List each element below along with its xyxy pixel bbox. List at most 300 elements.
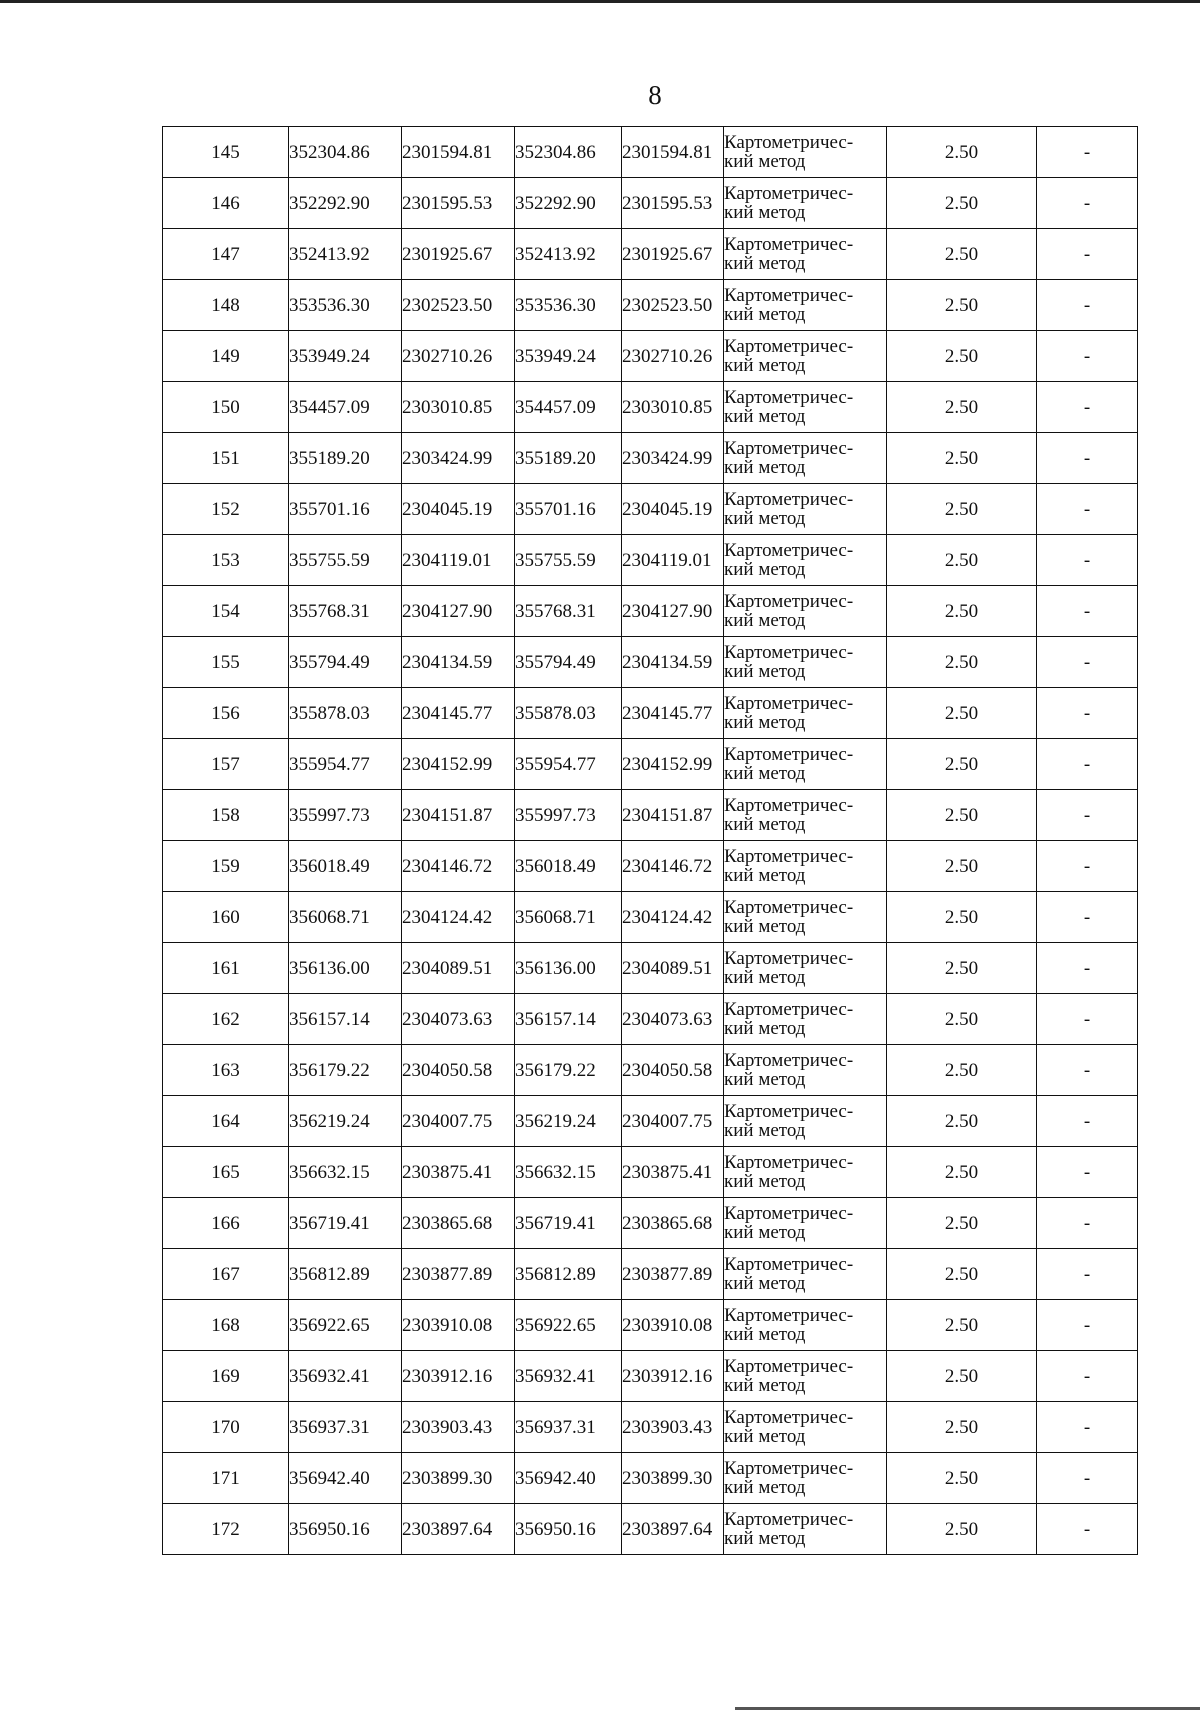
x-coordinate-new-cell: 355755.59: [515, 535, 622, 586]
accuracy-cell: 2.50: [887, 943, 1037, 994]
x-coordinate-new-cell: 356719.41: [515, 1198, 622, 1249]
method-text-line: Картометричес-: [724, 1305, 854, 1326]
method-text-line: Картометричес-: [724, 1203, 854, 1224]
y-coordinate-cell: 2303899.30: [402, 1453, 515, 1504]
note-cell: -: [1037, 127, 1138, 178]
table-body: [163, 127, 1138, 1555]
point-number-cell: 152: [163, 484, 289, 535]
scan-edge-bottom: [735, 1707, 1200, 1710]
x-coordinate-cell: 356950.16: [289, 1504, 402, 1555]
method-text-line: Картометричес-: [724, 438, 854, 459]
table-row: [163, 178, 1138, 229]
note-cell: -: [1037, 892, 1138, 943]
table-row: [163, 1249, 1138, 1300]
note-cell: -: [1037, 1300, 1138, 1351]
note-cell: -: [1037, 1504, 1138, 1555]
x-coordinate-cell: 355997.73: [289, 790, 402, 841]
y-coordinate-cell: 2304151.87: [402, 790, 515, 841]
point-number-cell: 159: [163, 841, 289, 892]
x-coordinate-cell: 356719.41: [289, 1198, 402, 1249]
y-coordinate-new-cell: 2304146.72: [622, 841, 724, 892]
x-coordinate-cell: 355701.16: [289, 484, 402, 535]
method-text-line: Картометричес-: [724, 948, 854, 969]
method-cell: [724, 433, 887, 484]
y-coordinate-cell: 2304127.90: [402, 586, 515, 637]
accuracy-cell: 2.50: [887, 229, 1037, 280]
y-coordinate-new-cell: 2304127.90: [622, 586, 724, 637]
note-cell: -: [1037, 739, 1138, 790]
x-coordinate-new-cell: 352413.92: [515, 229, 622, 280]
accuracy-cell: 2.50: [887, 637, 1037, 688]
x-coordinate-new-cell: 356932.41: [515, 1351, 622, 1402]
point-number-cell: 157: [163, 739, 289, 790]
y-coordinate-new-cell: 2302523.50: [622, 280, 724, 331]
method-cell: [724, 994, 887, 1045]
x-coordinate-new-cell: 356922.65: [515, 1300, 622, 1351]
method-text-line: Картометричес-: [724, 1407, 854, 1428]
point-number-cell: 169: [163, 1351, 289, 1402]
x-coordinate-new-cell: 356632.15: [515, 1147, 622, 1198]
accuracy-cell: 2.50: [887, 1300, 1037, 1351]
method-text-line: кий метод: [724, 1222, 806, 1243]
method-text-line: Картометричес-: [724, 1152, 854, 1173]
y-coordinate-new-cell: 2303910.08: [622, 1300, 724, 1351]
method-cell: [724, 739, 887, 790]
method-text-line: кий метод: [724, 355, 806, 376]
y-coordinate-cell: 2304119.01: [402, 535, 515, 586]
y-coordinate-new-cell: 2303875.41: [622, 1147, 724, 1198]
x-coordinate-cell: 356219.24: [289, 1096, 402, 1147]
note-cell: -: [1037, 790, 1138, 841]
table-row: [163, 790, 1138, 841]
x-coordinate-new-cell: 356018.49: [515, 841, 622, 892]
y-coordinate-new-cell: 2304145.77: [622, 688, 724, 739]
table-row: [163, 841, 1138, 892]
point-number-cell: 170: [163, 1402, 289, 1453]
method-cell: [724, 280, 887, 331]
x-coordinate-new-cell: 356937.31: [515, 1402, 622, 1453]
table-row: [163, 331, 1138, 382]
x-coordinate-cell: 356136.00: [289, 943, 402, 994]
x-coordinate-cell: 353536.30: [289, 280, 402, 331]
method-text-line: Картометричес-: [724, 1509, 854, 1530]
point-number-cell: 150: [163, 382, 289, 433]
x-coordinate-cell: 355794.49: [289, 637, 402, 688]
x-coordinate-cell: 356018.49: [289, 841, 402, 892]
x-coordinate-cell: 355768.31: [289, 586, 402, 637]
x-coordinate-cell: 355954.77: [289, 739, 402, 790]
x-coordinate-new-cell: 356068.71: [515, 892, 622, 943]
y-coordinate-cell: 2303424.99: [402, 433, 515, 484]
method-text-line: кий метод: [724, 508, 806, 529]
note-cell: -: [1037, 229, 1138, 280]
point-number-cell: 146: [163, 178, 289, 229]
x-coordinate-new-cell: 356179.22: [515, 1045, 622, 1096]
table-row: [163, 280, 1138, 331]
table-row: [163, 382, 1138, 433]
accuracy-cell: 2.50: [887, 1249, 1037, 1300]
method-cell: [724, 1402, 887, 1453]
y-coordinate-new-cell: 2304124.42: [622, 892, 724, 943]
x-coordinate-cell: 356812.89: [289, 1249, 402, 1300]
x-coordinate-new-cell: 352304.86: [515, 127, 622, 178]
table-row: [163, 1147, 1138, 1198]
method-text-line: Картометричес-: [724, 795, 854, 816]
point-number-cell: 162: [163, 994, 289, 1045]
method-text-line: кий метод: [724, 202, 806, 223]
y-coordinate-cell: 2301595.53: [402, 178, 515, 229]
method-text-line: Картометричес-: [724, 642, 854, 663]
note-cell: -: [1037, 178, 1138, 229]
point-number-cell: 165: [163, 1147, 289, 1198]
note-cell: -: [1037, 1453, 1138, 1504]
note-cell: -: [1037, 535, 1138, 586]
method-text-line: Картометричес-: [724, 1458, 854, 1479]
method-text-line: Картометричес-: [724, 540, 854, 561]
note-cell: -: [1037, 382, 1138, 433]
method-cell: [724, 1504, 887, 1555]
method-text-line: кий метод: [724, 559, 806, 580]
table-row: [163, 484, 1138, 535]
x-coordinate-new-cell: 353949.24: [515, 331, 622, 382]
x-coordinate-new-cell: 355997.73: [515, 790, 622, 841]
point-number-cell: 154: [163, 586, 289, 637]
x-coordinate-cell: 354457.09: [289, 382, 402, 433]
x-coordinate-new-cell: 355878.03: [515, 688, 622, 739]
y-coordinate-new-cell: 2304007.75: [622, 1096, 724, 1147]
method-cell: [724, 1096, 887, 1147]
point-number-cell: 147: [163, 229, 289, 280]
y-coordinate-cell: 2303903.43: [402, 1402, 515, 1453]
method-text-line: Картометричес-: [724, 285, 854, 306]
y-coordinate-cell: 2303877.89: [402, 1249, 515, 1300]
y-coordinate-cell: 2304089.51: [402, 943, 515, 994]
accuracy-cell: 2.50: [887, 688, 1037, 739]
method-cell: [724, 637, 887, 688]
y-coordinate-cell: 2304134.59: [402, 637, 515, 688]
accuracy-cell: 2.50: [887, 178, 1037, 229]
table-row: [163, 586, 1138, 637]
accuracy-cell: 2.50: [887, 1045, 1037, 1096]
method-cell: [724, 943, 887, 994]
method-text-line: Картометричес-: [724, 999, 854, 1020]
method-text-line: Картометричес-: [724, 387, 854, 408]
method-cell: [724, 1453, 887, 1504]
y-coordinate-cell: 2301925.67: [402, 229, 515, 280]
y-coordinate-cell: 2303875.41: [402, 1147, 515, 1198]
method-cell: [724, 841, 887, 892]
method-cell: [724, 1300, 887, 1351]
method-text-line: кий метод: [724, 1324, 806, 1345]
table-row: [163, 1096, 1138, 1147]
y-coordinate-cell: 2304007.75: [402, 1096, 515, 1147]
y-coordinate-new-cell: 2303912.16: [622, 1351, 724, 1402]
accuracy-cell: 2.50: [887, 535, 1037, 586]
y-coordinate-cell: 2304050.58: [402, 1045, 515, 1096]
accuracy-cell: 2.50: [887, 280, 1037, 331]
table-row: [163, 739, 1138, 790]
method-text-line: Картометричес-: [724, 336, 854, 357]
x-coordinate-cell: 355878.03: [289, 688, 402, 739]
point-number-cell: 158: [163, 790, 289, 841]
point-number-cell: 172: [163, 1504, 289, 1555]
method-cell: [724, 688, 887, 739]
method-text-line: кий метод: [724, 457, 806, 478]
y-coordinate-new-cell: 2303897.64: [622, 1504, 724, 1555]
table-row: [163, 1198, 1138, 1249]
method-cell: [724, 484, 887, 535]
note-cell: -: [1037, 586, 1138, 637]
method-cell: [724, 1147, 887, 1198]
method-cell: [724, 229, 887, 280]
method-cell: [724, 1351, 887, 1402]
method-cell: [724, 1045, 887, 1096]
x-coordinate-new-cell: 355189.20: [515, 433, 622, 484]
x-coordinate-cell: 356937.31: [289, 1402, 402, 1453]
x-coordinate-cell: 356068.71: [289, 892, 402, 943]
note-cell: -: [1037, 331, 1138, 382]
y-coordinate-new-cell: 2304073.63: [622, 994, 724, 1045]
accuracy-cell: 2.50: [887, 382, 1037, 433]
x-coordinate-new-cell: 356157.14: [515, 994, 622, 1045]
accuracy-cell: 2.50: [887, 841, 1037, 892]
accuracy-cell: 2.50: [887, 1402, 1037, 1453]
x-coordinate-cell: 356922.65: [289, 1300, 402, 1351]
method-text-line: кий метод: [724, 967, 806, 988]
x-coordinate-cell: 355189.20: [289, 433, 402, 484]
point-number-cell: 151: [163, 433, 289, 484]
x-coordinate-cell: 352292.90: [289, 178, 402, 229]
point-number-cell: 164: [163, 1096, 289, 1147]
x-coordinate-cell: 356632.15: [289, 1147, 402, 1198]
x-coordinate-new-cell: 355701.16: [515, 484, 622, 535]
y-coordinate-new-cell: 2303424.99: [622, 433, 724, 484]
method-text-line: кий метод: [724, 661, 806, 682]
method-text-line: Картометричес-: [724, 1101, 854, 1122]
x-coordinate-cell: 356942.40: [289, 1453, 402, 1504]
point-number-cell: 163: [163, 1045, 289, 1096]
table-row: [163, 637, 1138, 688]
note-cell: -: [1037, 1402, 1138, 1453]
point-number-cell: 145: [163, 127, 289, 178]
method-text-line: кий метод: [724, 406, 806, 427]
y-coordinate-new-cell: 2304152.99: [622, 739, 724, 790]
table-row: [163, 1045, 1138, 1096]
method-text-line: Картометричес-: [724, 1356, 854, 1377]
method-text-line: кий метод: [724, 814, 806, 835]
accuracy-cell: 2.50: [887, 739, 1037, 790]
x-coordinate-new-cell: 355768.31: [515, 586, 622, 637]
method-text-line: Картометричес-: [724, 897, 854, 918]
note-cell: -: [1037, 943, 1138, 994]
y-coordinate-cell: 2304124.42: [402, 892, 515, 943]
y-coordinate-cell: 2301594.81: [402, 127, 515, 178]
table-row: [163, 1351, 1138, 1402]
method-text-line: кий метод: [724, 865, 806, 886]
x-coordinate-new-cell: 356812.89: [515, 1249, 622, 1300]
note-cell: -: [1037, 1198, 1138, 1249]
note-cell: -: [1037, 688, 1138, 739]
x-coordinate-cell: 352413.92: [289, 229, 402, 280]
method-text-line: Картометричес-: [724, 1254, 854, 1275]
point-number-cell: 153: [163, 535, 289, 586]
point-number-cell: 149: [163, 331, 289, 382]
y-coordinate-new-cell: 2302710.26: [622, 331, 724, 382]
method-text-line: кий метод: [724, 712, 806, 733]
x-coordinate-new-cell: 354457.09: [515, 382, 622, 433]
method-cell: [724, 331, 887, 382]
x-coordinate-new-cell: 355954.77: [515, 739, 622, 790]
note-cell: -: [1037, 637, 1138, 688]
note-cell: -: [1037, 1351, 1138, 1402]
y-coordinate-cell: 2303910.08: [402, 1300, 515, 1351]
accuracy-cell: 2.50: [887, 586, 1037, 637]
point-number-cell: 156: [163, 688, 289, 739]
y-coordinate-new-cell: 2301594.81: [622, 127, 724, 178]
note-cell: -: [1037, 994, 1138, 1045]
y-coordinate-cell: 2304145.77: [402, 688, 515, 739]
method-cell: [724, 178, 887, 229]
accuracy-cell: 2.50: [887, 433, 1037, 484]
point-number-cell: 168: [163, 1300, 289, 1351]
method-text-line: Картометричес-: [724, 183, 854, 204]
method-text-line: кий метод: [724, 1375, 806, 1396]
method-cell: [724, 1198, 887, 1249]
method-cell: [724, 1249, 887, 1300]
x-coordinate-new-cell: 356950.16: [515, 1504, 622, 1555]
point-number-cell: 166: [163, 1198, 289, 1249]
accuracy-cell: 2.50: [887, 790, 1037, 841]
accuracy-cell: 2.50: [887, 127, 1037, 178]
x-coordinate-cell: 355755.59: [289, 535, 402, 586]
method-text-line: кий метод: [724, 1426, 806, 1447]
x-coordinate-new-cell: 355794.49: [515, 637, 622, 688]
method-cell: [724, 127, 887, 178]
x-coordinate-cell: 356179.22: [289, 1045, 402, 1096]
table-row: [163, 1402, 1138, 1453]
point-number-cell: 167: [163, 1249, 289, 1300]
accuracy-cell: 2.50: [887, 1198, 1037, 1249]
point-number-cell: 161: [163, 943, 289, 994]
y-coordinate-new-cell: 2301595.53: [622, 178, 724, 229]
table-row: [163, 994, 1138, 1045]
y-coordinate-new-cell: 2303865.68: [622, 1198, 724, 1249]
x-coordinate-new-cell: 356136.00: [515, 943, 622, 994]
method-text-line: Картометричес-: [724, 234, 854, 255]
method-text-line: кий метод: [724, 1171, 806, 1192]
y-coordinate-new-cell: 2304151.87: [622, 790, 724, 841]
y-coordinate-cell: 2303865.68: [402, 1198, 515, 1249]
y-coordinate-cell: 2302523.50: [402, 280, 515, 331]
note-cell: -: [1037, 1249, 1138, 1300]
accuracy-cell: 2.50: [887, 1096, 1037, 1147]
x-coordinate-new-cell: 356219.24: [515, 1096, 622, 1147]
x-coordinate-cell: 352304.86: [289, 127, 402, 178]
method-text-line: кий метод: [724, 1528, 806, 1549]
accuracy-cell: 2.50: [887, 1453, 1037, 1504]
y-coordinate-cell: 2303897.64: [402, 1504, 515, 1555]
table-row: [163, 535, 1138, 586]
method-cell: [724, 586, 887, 637]
method-text-line: кий метод: [724, 916, 806, 937]
method-text-line: Картометричес-: [724, 693, 854, 714]
method-text-line: Картометричес-: [724, 489, 854, 510]
note-cell: -: [1037, 484, 1138, 535]
method-text-line: кий метод: [724, 763, 806, 784]
table-row: [163, 688, 1138, 739]
note-cell: -: [1037, 841, 1138, 892]
accuracy-cell: 2.50: [887, 994, 1037, 1045]
method-cell: [724, 382, 887, 433]
method-text-line: кий метод: [724, 151, 806, 172]
point-number-cell: 148: [163, 280, 289, 331]
x-coordinate-cell: 353949.24: [289, 331, 402, 382]
y-coordinate-new-cell: 2303903.43: [622, 1402, 724, 1453]
method-text-line: Картометричес-: [724, 744, 854, 765]
point-number-cell: 155: [163, 637, 289, 688]
method-text-line: кий метод: [724, 1477, 806, 1498]
accuracy-cell: 2.50: [887, 1147, 1037, 1198]
table-row: [163, 433, 1138, 484]
note-cell: -: [1037, 1045, 1138, 1096]
y-coordinate-cell: 2303010.85: [402, 382, 515, 433]
page-number: 8: [648, 80, 662, 110]
y-coordinate-new-cell: 2304050.58: [622, 1045, 724, 1096]
method-text-line: кий метод: [724, 1069, 806, 1090]
x-coordinate-cell: 356157.14: [289, 994, 402, 1045]
note-cell: -: [1037, 1096, 1138, 1147]
y-coordinate-new-cell: 2303899.30: [622, 1453, 724, 1504]
table-row: [163, 943, 1138, 994]
table-row: [163, 1300, 1138, 1351]
y-coordinate-cell: 2304073.63: [402, 994, 515, 1045]
accuracy-cell: 2.50: [887, 892, 1037, 943]
method-text-line: Картометричес-: [724, 846, 854, 867]
table-row: [163, 229, 1138, 280]
table-row: [163, 1504, 1138, 1555]
scan-edge-top: [0, 0, 1200, 3]
table-row: [163, 1453, 1138, 1504]
point-number-cell: 171: [163, 1453, 289, 1504]
method-cell: [724, 790, 887, 841]
method-text-line: кий метод: [724, 610, 806, 631]
coordinates-table: [162, 126, 1138, 1555]
y-coordinate-new-cell: 2304119.01: [622, 535, 724, 586]
note-cell: -: [1037, 1147, 1138, 1198]
y-coordinate-cell: 2302710.26: [402, 331, 515, 382]
method-text-line: кий метод: [724, 304, 806, 325]
accuracy-cell: 2.50: [887, 484, 1037, 535]
method-text-line: Картометричес-: [724, 591, 854, 612]
table-row: [163, 127, 1138, 178]
x-coordinate-new-cell: 352292.90: [515, 178, 622, 229]
method-text-line: кий метод: [724, 1273, 806, 1294]
y-coordinate-new-cell: 2303010.85: [622, 382, 724, 433]
y-coordinate-new-cell: 2304134.59: [622, 637, 724, 688]
x-coordinate-new-cell: 356942.40: [515, 1453, 622, 1504]
y-coordinate-cell: 2304045.19: [402, 484, 515, 535]
method-cell: [724, 535, 887, 586]
method-text-line: кий метод: [724, 1018, 806, 1039]
accuracy-cell: 2.50: [887, 331, 1037, 382]
x-coordinate-new-cell: 353536.30: [515, 280, 622, 331]
method-text-line: кий метод: [724, 253, 806, 274]
point-number-cell: 160: [163, 892, 289, 943]
y-coordinate-new-cell: 2301925.67: [622, 229, 724, 280]
y-coordinate-new-cell: 2304045.19: [622, 484, 724, 535]
method-text-line: кий метод: [724, 1120, 806, 1141]
y-coordinate-new-cell: 2303877.89: [622, 1249, 724, 1300]
